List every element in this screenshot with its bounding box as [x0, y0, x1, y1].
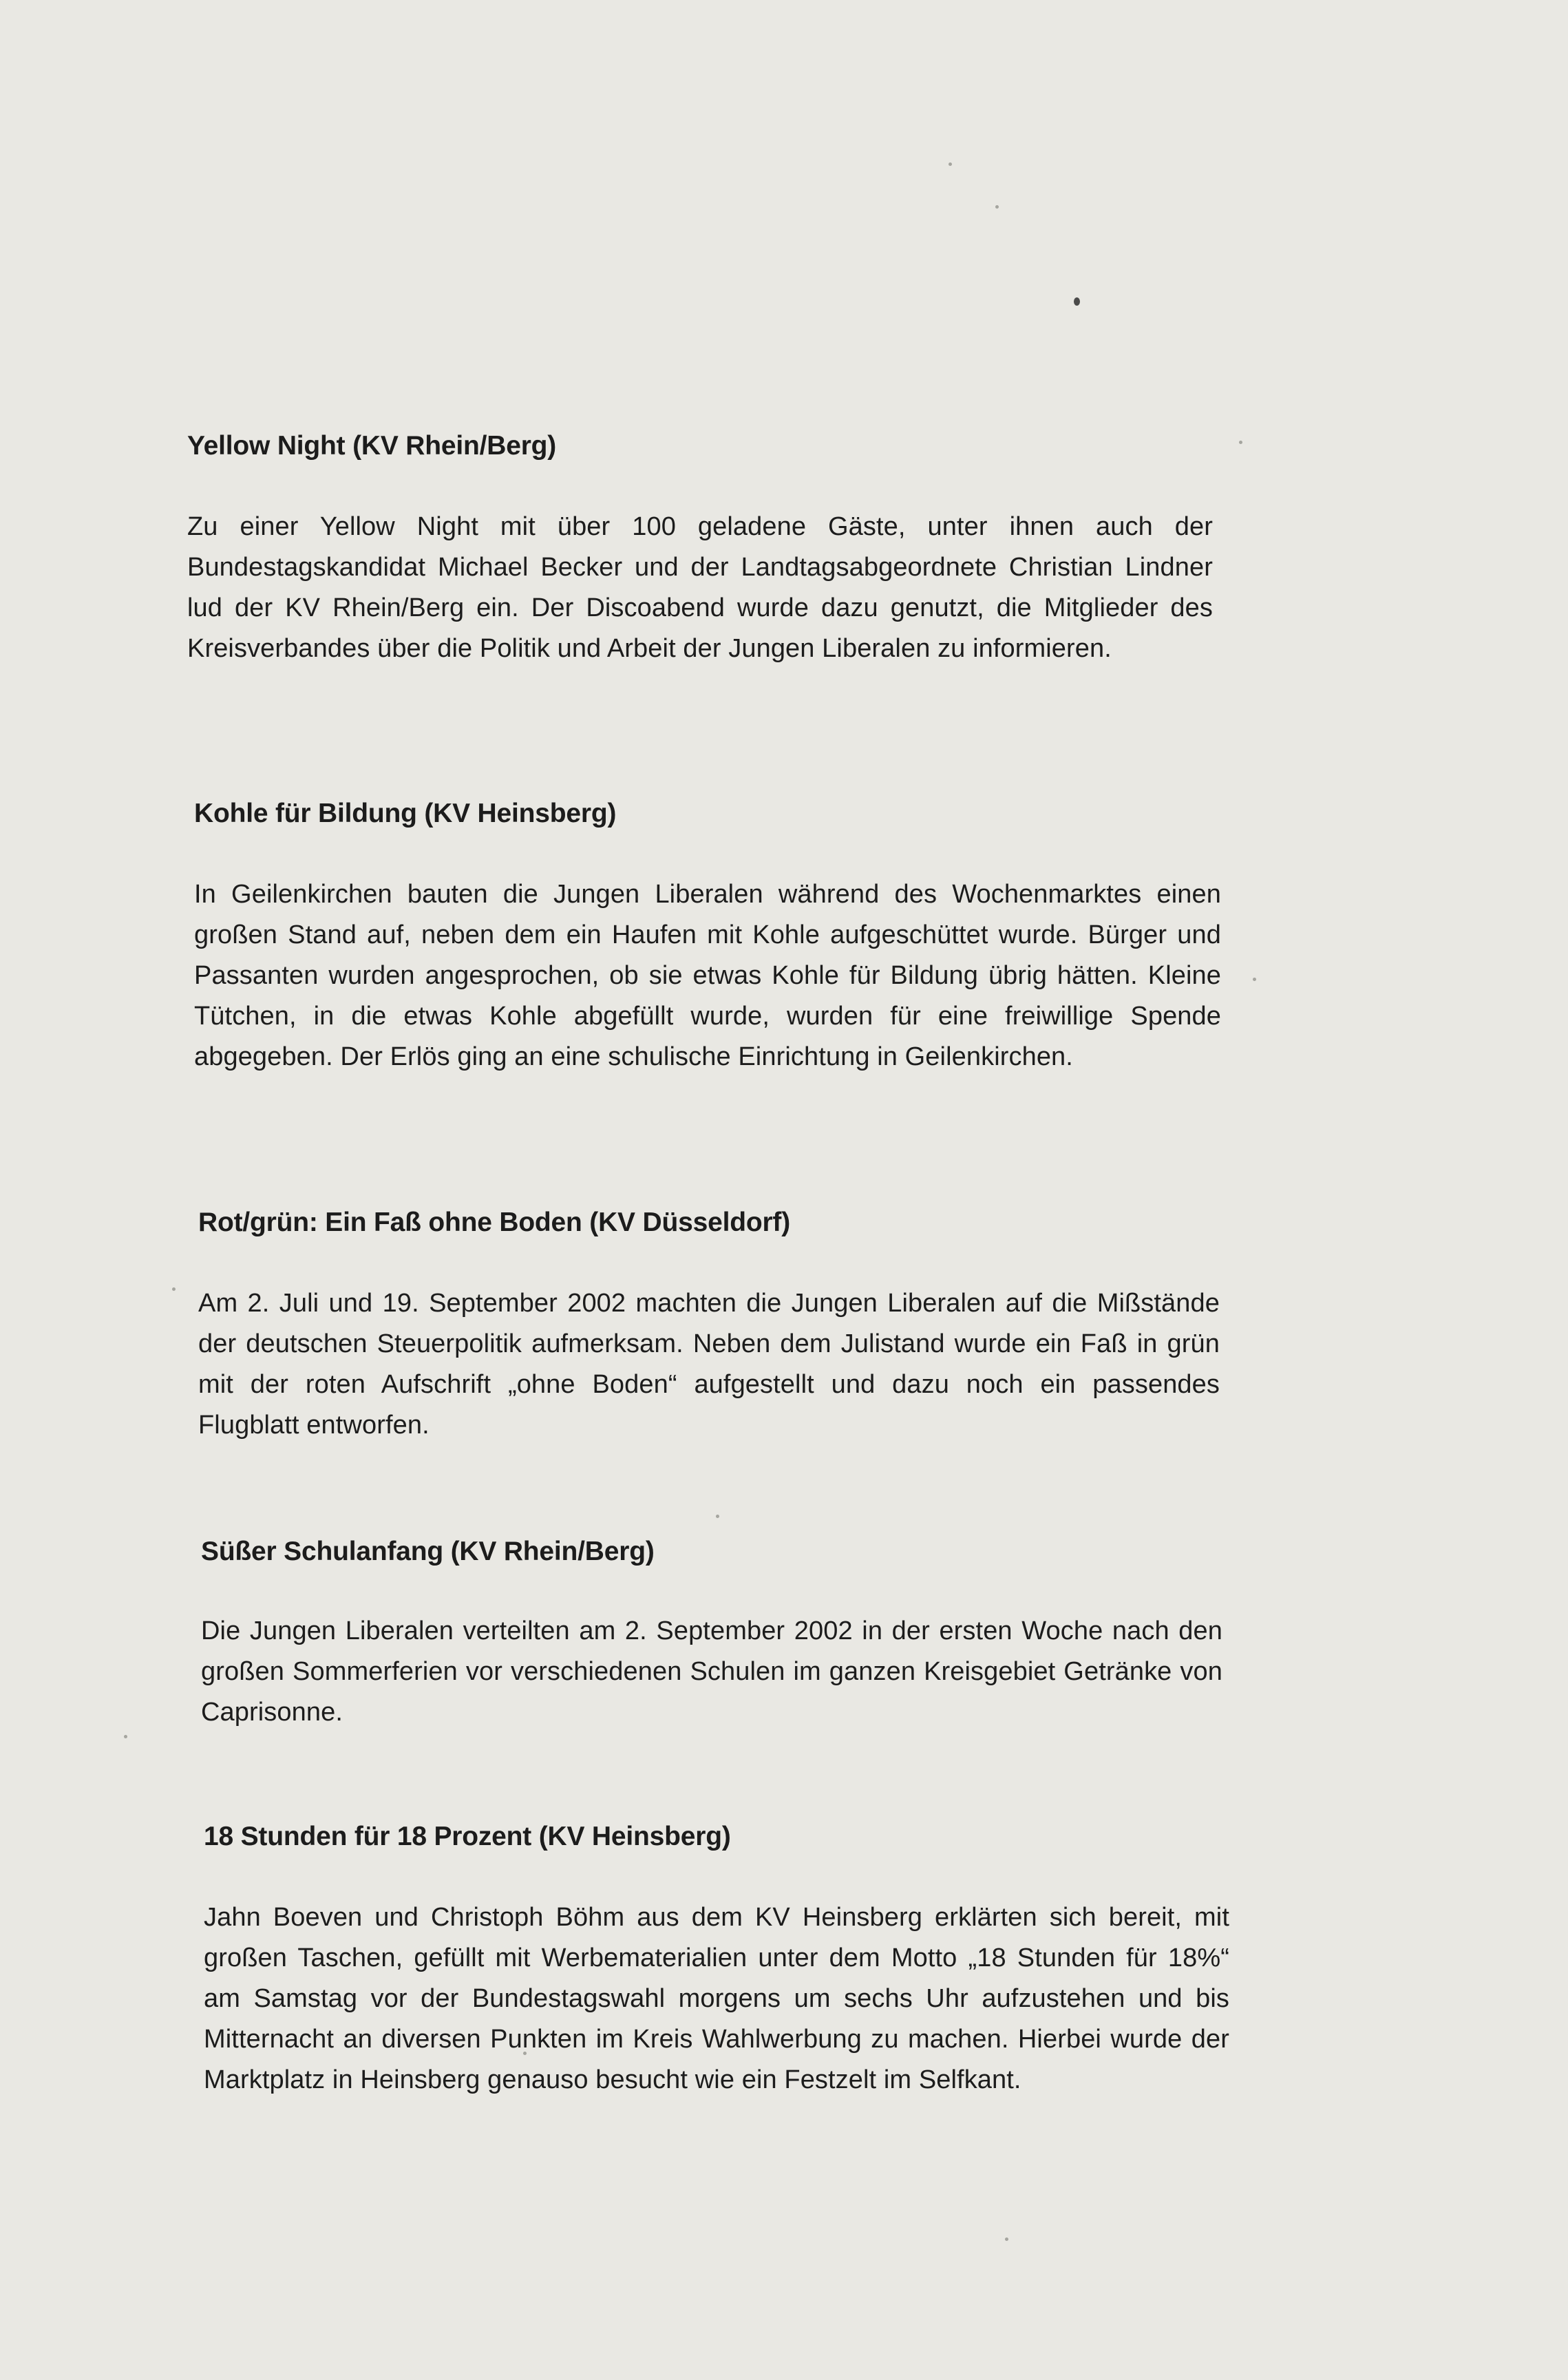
report-section: [204, 1820, 1229, 2100]
scan-speck: [1253, 978, 1256, 981]
scan-speck: [172, 1287, 176, 1291]
scan-speck: [1239, 441, 1242, 444]
scan-speck: [995, 205, 999, 209]
report-section: [194, 797, 1221, 1077]
section-body: Die Jungen Liberalen verteilten am 2. September 2002 in der ersten Woche nach den großen Sommerferien vor verschiedenen Schulen im ganzen Kreisgebiet Getränke von Caprisonne.: [201, 1616, 1222, 1727]
section-body: Zu einer Yellow Night mit über 100 geladene Gäste, unter ihnen auch der Bundestagskandidat Michael Becker und der Landtagsabgeordnete Christian Lindner lud der KV Rhein/Berg ein. Der Discoabend wurde dazu genutzt, die Mitglieder des Kreisverbandes über die Politik und Arbeit der Jungen Liberalen zu informieren.: [187, 512, 1213, 663]
scan-speck: [949, 162, 952, 166]
section-heading: 18 Stunden für 18 Prozent (KV Heinsberg): [204, 1822, 731, 1851]
section-heading: Kohle für Bildung (KV Heinsberg): [194, 799, 617, 828]
section-heading: Süßer Schulanfang (KV Rhein/Berg): [201, 1537, 655, 1566]
section-body: Am 2. Juli und 19. September 2002 machten die Jungen Liberalen auf die Mißstände der deutschen Steuerpolitik aufmerksam. Neben dem Julistand wurde ein Faß in grün mit der roten Aufschrift „ohne Boden“ aufgestellt und dazu noch ein passendes Flugblatt entworfen.: [198, 1289, 1220, 1440]
section-heading: Rot/grün: Ein Faß ohne Boden (KV Düsseldorf): [198, 1208, 790, 1237]
scan-speck: [124, 1735, 127, 1738]
scan-speck: [716, 1515, 719, 1518]
scan-speck: [1074, 297, 1080, 306]
report-section: [198, 1206, 1220, 1446]
section-body: Jahn Boeven und Christoph Böhm aus dem KV Heinsberg erklärten sich bereit, mit großen Taschen, gefüllt mit Werbematerialien unter dem Motto „18 Stunden für 18%“ am Samstag vor der Bundestagswahl morgens um sechs Uhr aufzustehen und bis Mitternacht an diversen Punkten im Kreis Wahlwerbung zu machen. Hierbei wurde der Marktplatz in Heinsberg genauso besucht wie ein Festzelt im Selfkant.: [204, 1903, 1229, 2094]
report-section: [201, 1535, 1222, 1733]
report-section: [187, 430, 1213, 669]
scan-speck: [1005, 2237, 1008, 2241]
section-body: In Geilenkirchen bauten die Jungen Liberalen während des Wochenmarktes einen großen Stand auf, neben dem ein Haufen mit Kohle aufgeschüttet wurde. Bürger und Passanten wurden angesprochen, ob sie etwas Kohle für Bildung übrig hätten. Kleine Tütchen, in die etwas Kohle abgefüllt wurde, wurden für eine freiwillige Spende abgegeben. Der Erlös ging an eine schulische Einrichtung in Geilenkirchen.: [194, 880, 1221, 1071]
section-heading: Yellow Night (KV Rhein/Berg): [187, 431, 557, 461]
